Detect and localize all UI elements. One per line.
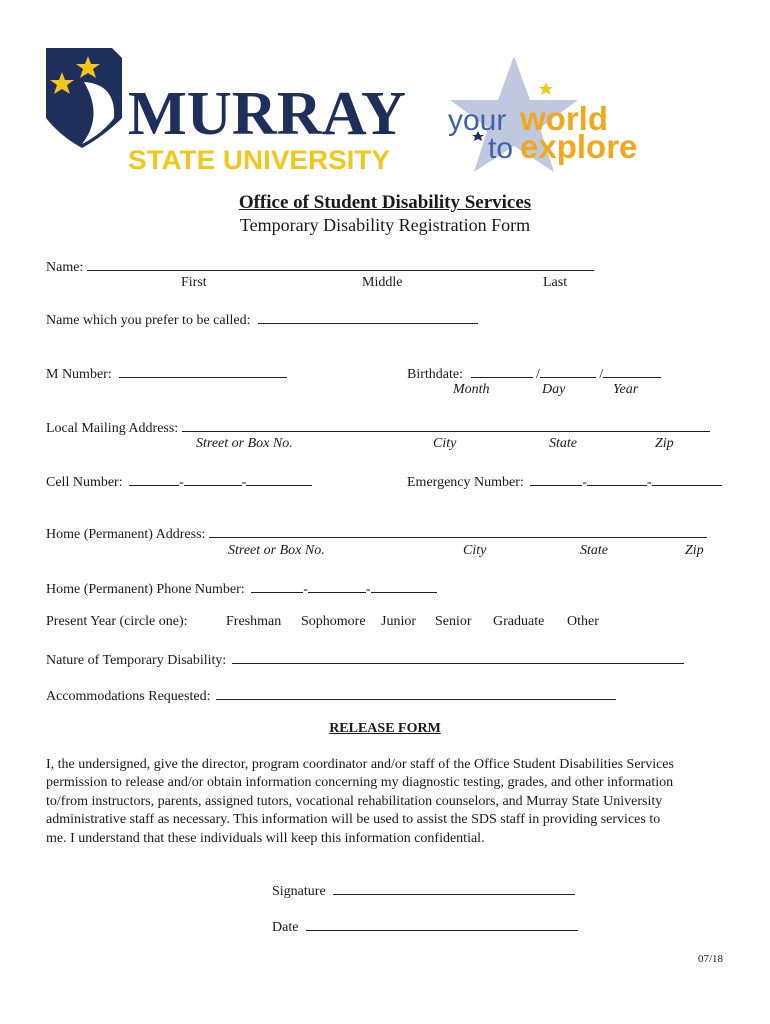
page-subtitle: Temporary Disability Registration Form — [239, 215, 531, 235]
local-address-label: Local Mailing Address: — [46, 421, 179, 436]
release-line: administrative staff as necessary. This information will be used to assist the SDS staff in providing services to — [46, 812, 661, 828]
name-last-caption: Last — [543, 275, 568, 290]
home-address-row — [46, 524, 707, 543]
preferred-name-label: Name which you prefer to be called: — [46, 313, 251, 328]
dash: - — [241, 475, 247, 490]
name-field[interactable] — [87, 257, 594, 271]
dash: - — [365, 582, 371, 597]
release-line: I, the undersigned, give the director, program coordinator and/or staff of the Office Student Disabilities Services — [46, 757, 674, 772]
accommodations-field[interactable] — [216, 686, 616, 700]
dash: - — [303, 582, 308, 597]
year-option-freshman[interactable]: Freshman — [226, 614, 282, 629]
cell-prefix-field[interactable] — [184, 472, 242, 486]
home-phone-label: Home (Permanent) Phone Number: — [46, 582, 245, 597]
birthdate-row — [407, 364, 661, 383]
home-street-caption: Street or Box No. — [228, 543, 325, 558]
name-label: Name: — [46, 260, 84, 275]
state-university-text: STATE UNIVERSITY — [128, 145, 390, 174]
your-world-to-explore-logo — [444, 54, 654, 174]
home-phone-row — [46, 579, 437, 598]
small-star-icon — [539, 82, 553, 95]
nature-label: Nature of Temporary Disability: — [46, 653, 227, 668]
page-title: Office of Student Disability Services — [238, 192, 532, 213]
preferred-name-row — [46, 310, 478, 329]
tagline-your: your — [448, 104, 507, 137]
home-address-field[interactable] — [209, 524, 707, 538]
m-number-field[interactable] — [119, 364, 287, 378]
birth-month-caption: Month — [453, 382, 490, 397]
emergency-number-row — [407, 472, 722, 491]
local-address-field[interactable] — [182, 418, 710, 432]
nature-row — [46, 650, 684, 669]
local-zip-caption: Zip — [655, 436, 674, 451]
cell-number-label: Cell Number: — [46, 475, 123, 490]
name-middle-caption: Middle — [362, 275, 403, 290]
birth-separator: / — [536, 367, 540, 382]
local-street-caption: Street or Box No. — [196, 436, 293, 451]
tagline-explore: explore — [520, 128, 638, 165]
present-year-label: Present Year (circle one): — [46, 614, 188, 629]
emergency-prefix-field[interactable] — [587, 472, 647, 486]
local-state-caption: State — [549, 436, 577, 451]
home-phone-line-field[interactable] — [371, 579, 437, 593]
home-phone-prefix-field[interactable] — [308, 579, 366, 593]
local-address-row — [46, 418, 710, 437]
home-city-caption: City — [463, 543, 487, 558]
cell-line-field[interactable] — [246, 472, 312, 486]
birth-separator: / — [599, 367, 604, 382]
birth-day-field[interactable] — [540, 364, 596, 378]
accommodations-label: Accommodations Requested: — [46, 689, 211, 704]
release-line: to/from instructors, parents, assigned tutors, vocational rehabilitation counselors, and Murray State University — [46, 793, 663, 809]
local-city-caption: City — [433, 436, 457, 451]
birth-month-field[interactable] — [471, 364, 533, 378]
nature-field[interactable] — [232, 650, 684, 664]
year-option-sophomore[interactable]: Sophomore — [301, 614, 366, 629]
release-heading: RELEASE FORM — [329, 721, 441, 736]
name-first-caption: First — [181, 275, 207, 290]
signature-label: Signature — [272, 884, 326, 899]
preferred-name-field[interactable] — [258, 310, 478, 324]
home-state-caption: State — [580, 543, 608, 558]
name-row — [46, 257, 594, 276]
home-address-label: Home (Permanent) Address: — [46, 527, 206, 542]
birth-year-field[interactable] — [603, 364, 661, 378]
release-line: me. I understand that these individuals will keep this information confidential. — [46, 830, 485, 846]
year-option-junior[interactable]: Junior — [381, 614, 416, 629]
birth-year-caption: Year — [613, 382, 639, 397]
year-option-graduate[interactable]: Graduate — [493, 614, 545, 629]
murray-state-logo — [44, 44, 408, 174]
accommodations-row — [46, 686, 616, 705]
year-option-other[interactable]: Other — [567, 614, 599, 629]
release-paragraph — [46, 756, 730, 848]
dash: - — [582, 475, 587, 490]
home-zip-caption: Zip — [685, 543, 704, 558]
signature-field[interactable] — [333, 881, 575, 895]
tagline-world: world — [520, 100, 608, 137]
form-revision-code: 07/18 — [698, 953, 724, 965]
m-number-label: M Number: — [46, 367, 112, 382]
cell-area-field[interactable] — [129, 472, 179, 486]
dash: - — [179, 475, 184, 490]
date-label: Date — [272, 920, 299, 935]
m-number-row — [46, 364, 287, 383]
emergency-area-field[interactable] — [530, 472, 582, 486]
birth-day-caption: Day — [542, 382, 566, 397]
tagline-to: to — [488, 132, 514, 165]
birthdate-label: Birthdate: — [407, 367, 463, 382]
dash: - — [646, 475, 652, 490]
murray-wordmark: MURRAY — [128, 80, 406, 148]
release-line: permission to release and/or obtain information concerning my diagnostic testing, grades, and other information — [46, 775, 674, 791]
emergency-line-field[interactable] — [652, 472, 722, 486]
home-phone-area-field[interactable] — [251, 579, 303, 593]
cell-number-row — [46, 472, 312, 491]
year-option-senior[interactable]: Senior — [435, 614, 472, 629]
emergency-number-label: Emergency Number: — [407, 475, 524, 490]
date-field[interactable] — [306, 917, 578, 931]
date-row — [272, 917, 578, 936]
signature-row — [272, 881, 575, 900]
